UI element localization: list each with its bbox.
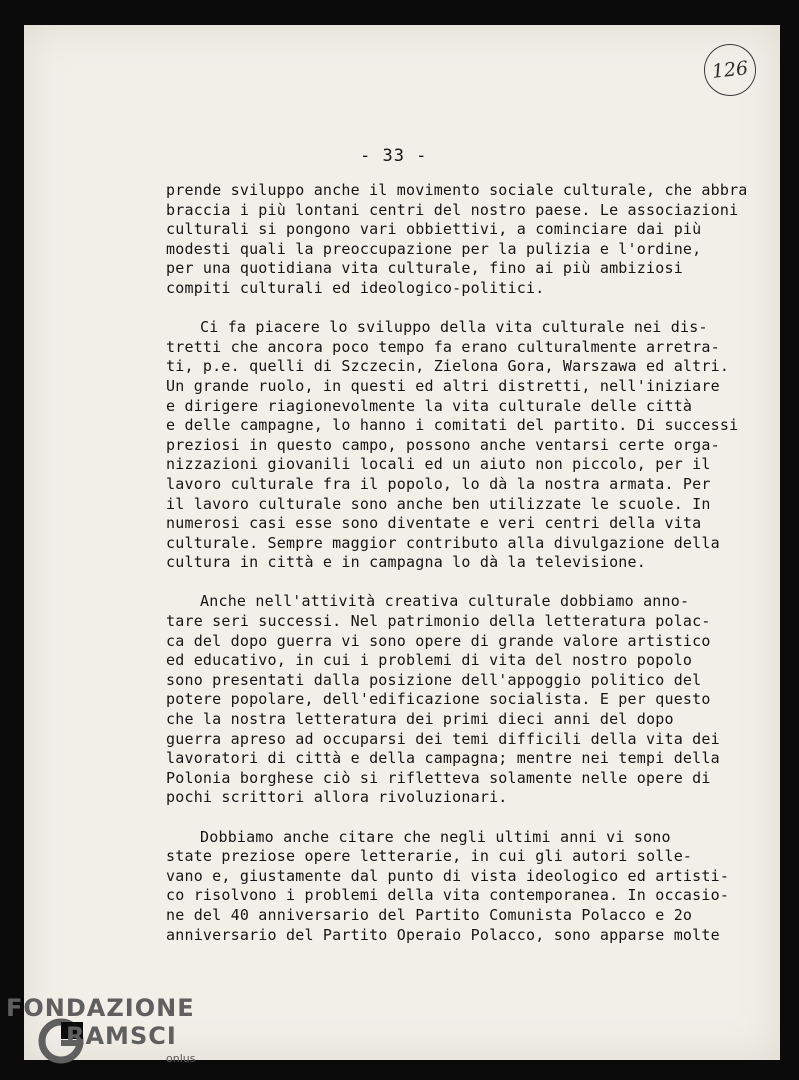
page-number: - 33 - bbox=[360, 146, 428, 166]
watermark-line-2: RAMSCI bbox=[66, 1022, 177, 1050]
text-line: che la nostra letteratura dei primi dieci anni del dopo bbox=[166, 710, 674, 729]
watermark-suffix: onlus bbox=[166, 1052, 196, 1065]
text-line: e delle campagne, lo hanno i comitati del partito. Di successi bbox=[166, 416, 739, 435]
fondazione-gramsci-watermark bbox=[6, 994, 216, 1074]
text-line: pochi scrittori allora rivoluzionari. bbox=[166, 788, 508, 807]
text-line: modesti quali la preoccupazione per la pulizia e l'ordine, bbox=[166, 239, 702, 258]
text-line: Dobbiamo anche citare che negli ultimi anni vi sono bbox=[200, 827, 671, 846]
text-line: per una quotidiana vita culturale, fino ai più ambiziosi bbox=[166, 259, 683, 278]
text-line: tretti che ancora poco tempo fa erano culturalmente arretra- bbox=[166, 337, 720, 356]
document-body bbox=[166, 181, 766, 965]
text-line: co risolvono i problemi della vita contemporanea. In occasio- bbox=[166, 886, 730, 905]
text-line: e dirigere riagionevolmente la vita culturale delle città bbox=[166, 396, 693, 415]
text-line: sono presentati dalla posizione dell'appoggio politico del bbox=[166, 670, 702, 689]
text-line: potere popolare, dell'edificazione socialista. E per questo bbox=[166, 690, 711, 709]
text-line: Ci fa piacere lo sviluppo della vita culturale nei dis- bbox=[200, 318, 708, 337]
text-line: ca del dopo guerra vi sono opere di grande valore artistico bbox=[166, 631, 711, 650]
text-line: il lavoro culturale sono anche ben utilizzate le scuole. In bbox=[166, 494, 711, 513]
text-line: ti, p.e. quelli di Szczecin, Zielona Gora, Warszawa ed altri. bbox=[166, 357, 730, 376]
text-line: compiti culturali ed ideologico-politici. bbox=[166, 278, 545, 297]
text-line: tare seri successi. Nel patrimonio della letteratura polac- bbox=[166, 612, 711, 631]
text-line: vano e, giustamente dal punto di vista ideologico ed artisti- bbox=[166, 866, 730, 885]
text-line: state preziose opere letterarie, in cui gli autori solle- bbox=[166, 847, 693, 866]
text-line: culturali si pongono vari obbiettivi, a cominciare dai più bbox=[166, 220, 702, 239]
text-line: ed educativo, in cui i problemi di vita del nostro popolo bbox=[166, 651, 693, 670]
text-line: cultura in città e in campagna lo dà la televisione. bbox=[166, 553, 646, 572]
text-line: Polonia borghese ciò si rifletteva solamente nelle opere di bbox=[166, 768, 711, 787]
text-line: preziosi in questo campo, possono anche ventarsi certe orga- bbox=[166, 435, 720, 454]
text-line: braccia i più lontani centri del nostro paese. Le associazioni bbox=[166, 200, 739, 219]
text-line: guerra apreso ad occuparsi dei temi difficili della vita dei bbox=[166, 729, 720, 748]
paragraph-4 bbox=[166, 828, 766, 946]
watermark-line-1: FONDAZIONE bbox=[6, 994, 195, 1022]
text-line: lavoro culturale fra il popolo, lo dà la nostra armata. Per bbox=[166, 474, 711, 493]
text-line: culturale. Sempre maggior contributo alla divulgazione della bbox=[166, 533, 720, 552]
folio-number: 126 bbox=[710, 57, 750, 83]
text-line: Anche nell'attività creativa culturale dobbiamo anno- bbox=[200, 592, 690, 611]
text-line: Un grande ruolo, in questi ed altri distretti, nell'iniziare bbox=[166, 376, 720, 395]
paragraph-3 bbox=[166, 592, 766, 808]
text-line: nizzazioni giovanili locali ed un aiuto non piccolo, per il bbox=[166, 455, 711, 474]
text-line: anniversario del Partito Operaio Polacco, sono apparse molte bbox=[166, 925, 720, 944]
text-line: lavoratori di città e della campagna; mentre nei tempi della bbox=[166, 749, 720, 768]
text-line: prende sviluppo anche il movimento sociale culturale, che abbra bbox=[166, 181, 748, 199]
text-line: ne del 40 anniversario del Partito Comunista Polacco e 2o bbox=[166, 905, 693, 924]
text-line: numerosi casi esse sono diventate e veri centri della vita bbox=[166, 514, 702, 533]
paragraph-1 bbox=[166, 181, 766, 299]
paragraph-2 bbox=[166, 318, 766, 573]
